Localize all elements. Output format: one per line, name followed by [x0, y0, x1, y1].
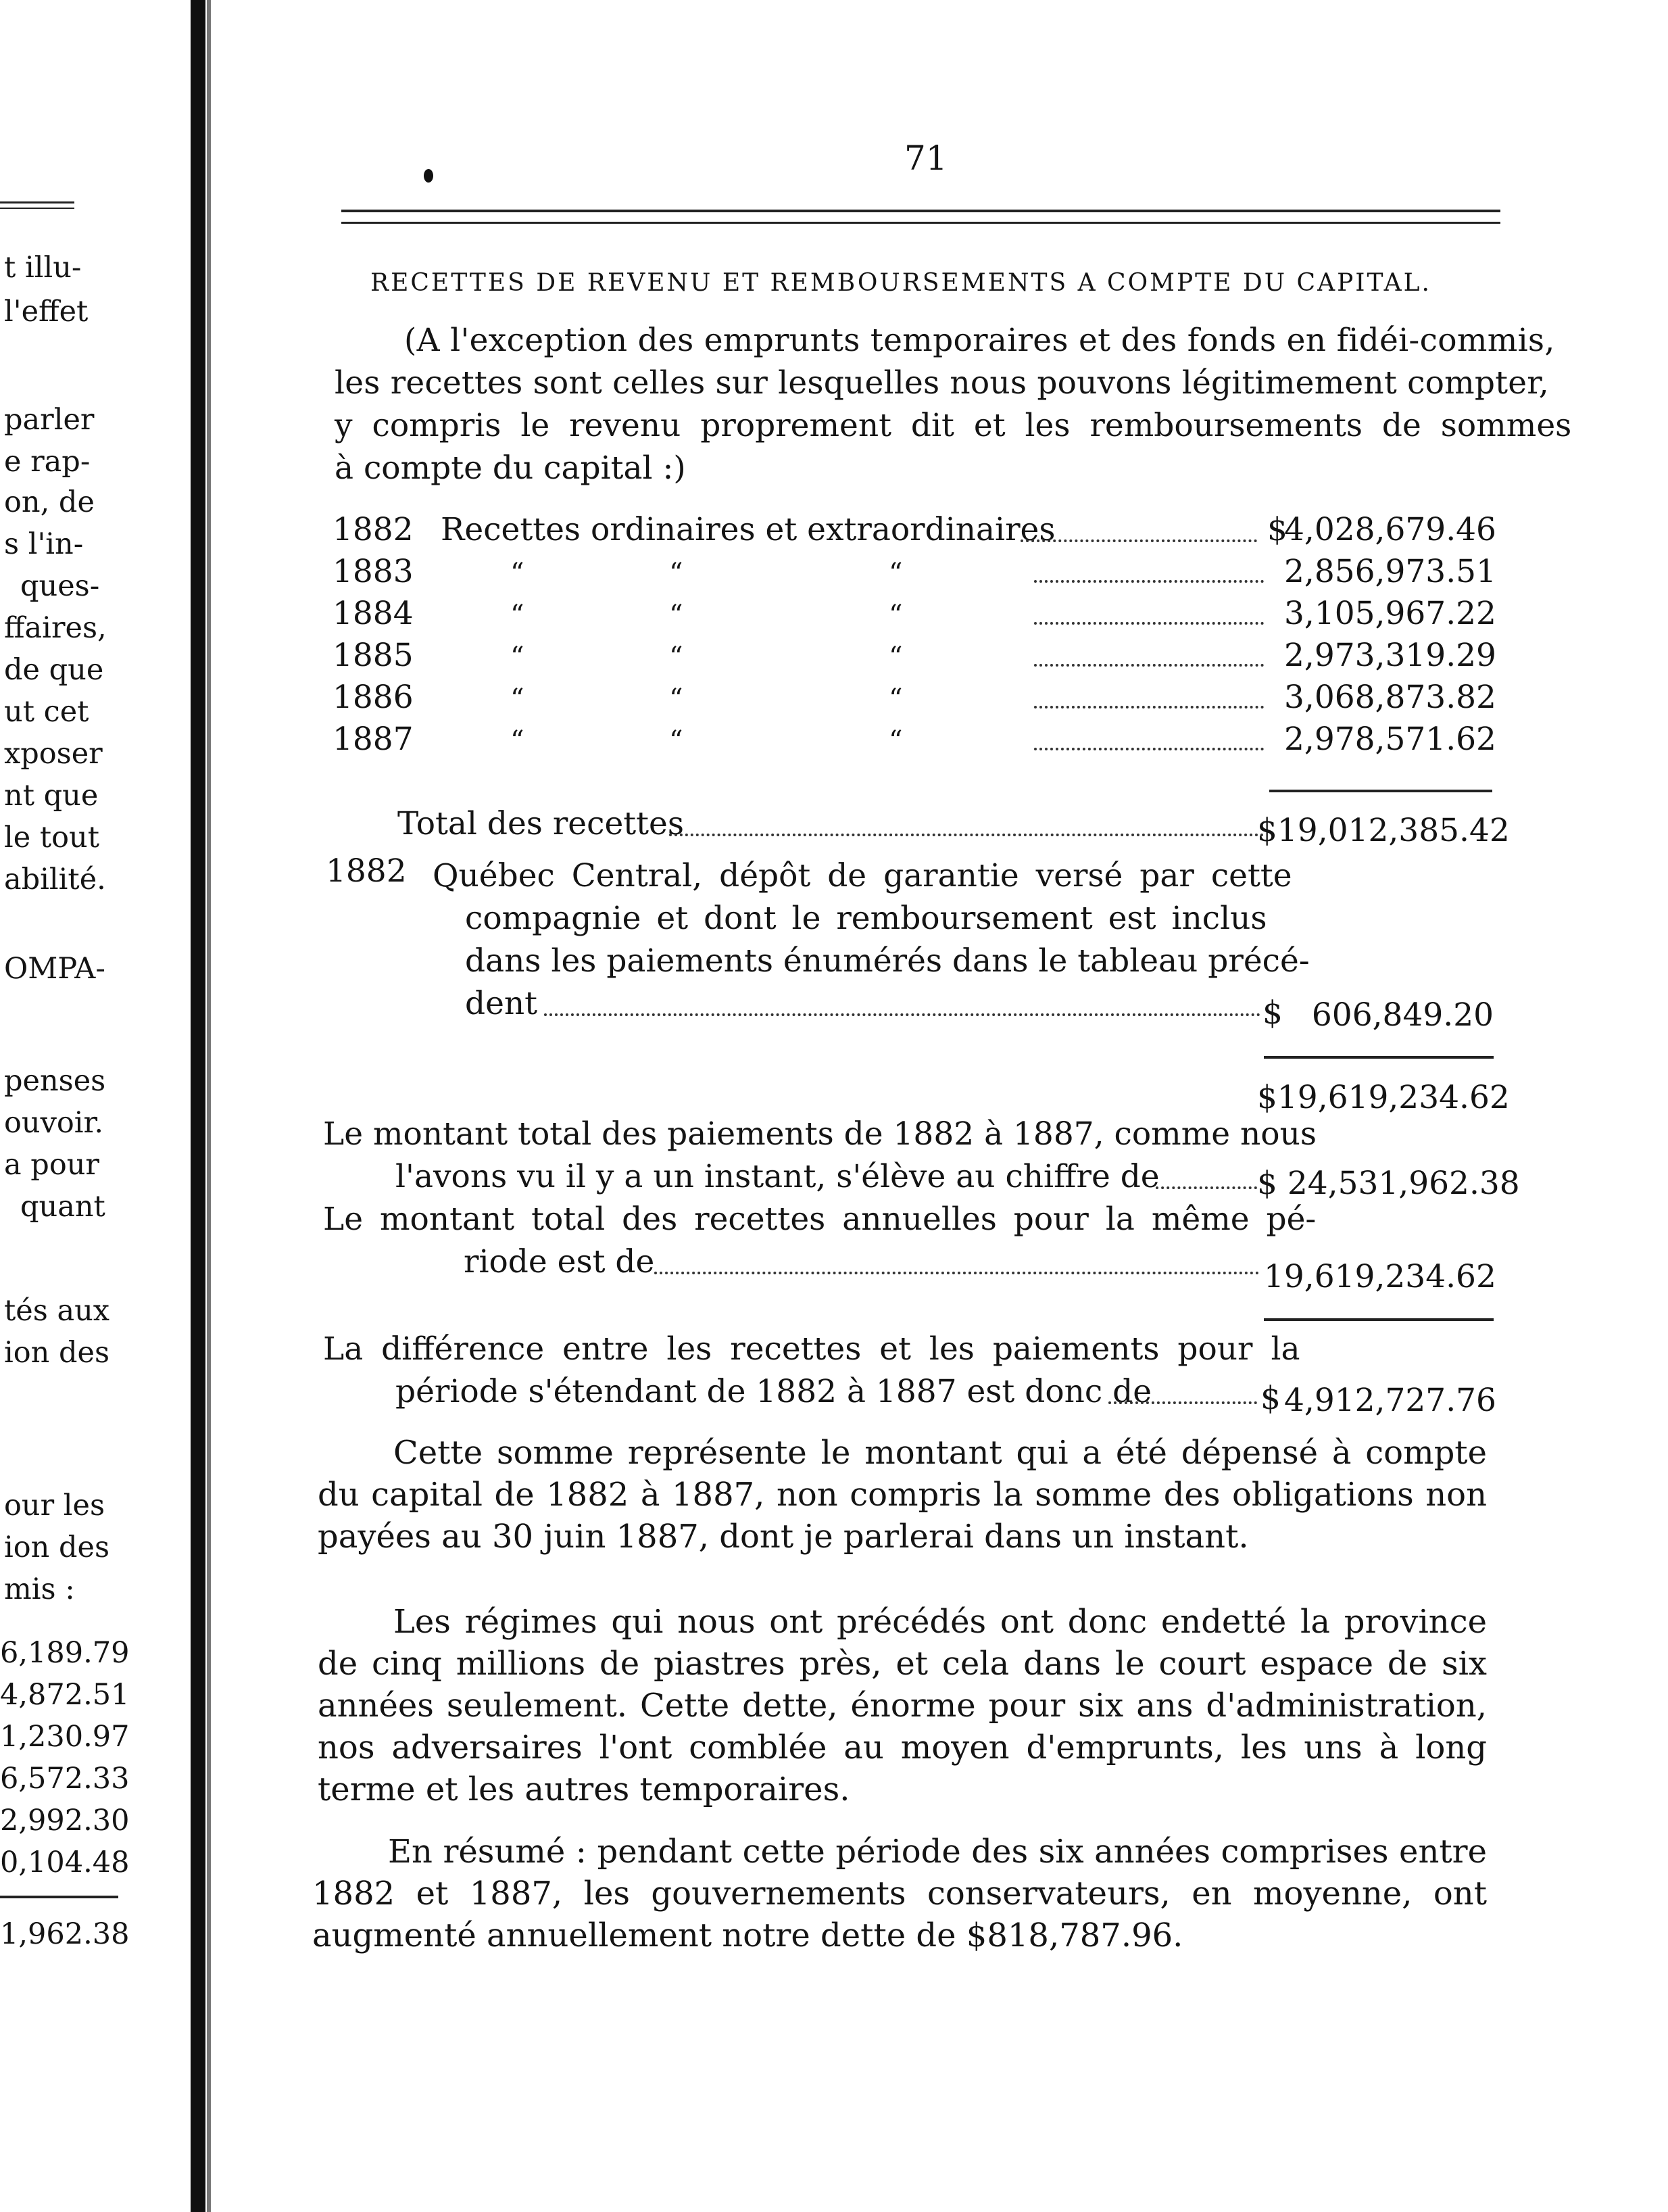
left-amount: 2,992.30 — [0, 1804, 130, 1837]
ditto-mark: “ — [669, 558, 683, 589]
ditto-mark: “ — [510, 683, 524, 715]
payments-line: Le montant total des paiements de 1882 à 1887, comme nous — [323, 1115, 1317, 1153]
intro-line: y compris le revenu proprement dit et les remboursements de sommes — [335, 407, 1572, 444]
receipt-year: 1887 — [333, 721, 414, 758]
leader-dots — [1034, 660, 1264, 667]
leader-dots — [669, 830, 1264, 836]
annual-line: Le montant total des recettes annuelles pour la même pé- — [323, 1201, 1317, 1238]
left-line: on, de — [4, 485, 95, 519]
left-line: le tout — [4, 821, 100, 855]
left-amount: 6,572.33 — [0, 1762, 130, 1796]
qc-line: dent — [465, 985, 538, 1022]
receipt-label: Recettes ordinaires et extraordinaires — [441, 511, 1056, 548]
paragraph: Les régimes qui nous ont précédés ont donc endetté la province de cinq millions de piastres près, et cela dans le court espace de six années seulement. Cette dette, énorme pour six ans d'administration, nos adversaires l'ont comblée au moyen d'emprunts, les uns à long terme et les autres temporaires. — [318, 1603, 1487, 1808]
left-line: our les — [4, 1489, 105, 1522]
left-amount: 4,872.51 — [0, 1678, 130, 1712]
ditto-mark: “ — [889, 558, 903, 589]
qc-amount: 606,849.20 — [1311, 996, 1494, 1034]
payments-line: l'avons vu il y a un instant, s'élève au chiffre de — [395, 1158, 1160, 1195]
paragraph: Cette somme représente le montant qui a été dépensé à compte du capital de 1882 à 1887, non compris la somme des obligations non payées au 30 juin 1887, dont je parlerai dans un instant. — [318, 1434, 1487, 1556]
left-line: xposer — [4, 737, 103, 771]
receipt-year: 1882 — [333, 511, 414, 548]
left-line: mis : — [4, 1572, 75, 1606]
ditto-mark: “ — [889, 642, 903, 673]
ink-dot — [424, 169, 433, 183]
left-line: ques- — [20, 569, 100, 603]
header-rule — [341, 210, 1500, 224]
leader-dots — [654, 1268, 1259, 1274]
annual-amount: 19,619,234.62 — [1264, 1258, 1496, 1295]
left-line: nt que — [4, 779, 99, 813]
receipt-dollar: $ — [1267, 511, 1287, 548]
receipt-year: 1885 — [333, 637, 414, 674]
leader-dots — [1034, 702, 1264, 708]
leader-dots — [1034, 744, 1264, 750]
left-total-rule — [0, 1896, 118, 1898]
intro-line: (A l'exception des emprunts temporaires et des fonds en fidéi-commis, — [404, 322, 1555, 359]
leader-dots — [1034, 618, 1264, 625]
left-line: ut cet — [4, 695, 89, 729]
left-line: OMPA- — [4, 952, 105, 986]
payments-amount: $ 24,531,962.38 — [1257, 1165, 1520, 1202]
ditto-mark: “ — [669, 725, 683, 756]
ditto-mark: “ — [510, 558, 524, 589]
receipt-amount: 2,978,571.62 — [1284, 721, 1496, 758]
leader-dots — [1034, 576, 1264, 583]
ditto-mark: “ — [889, 725, 903, 756]
left-line: ouvoir. — [4, 1106, 104, 1140]
section-title: RECETTES DE REVENU ET REMBOURSEMENTS A COMPTE DU CAPITAL. — [370, 269, 1431, 297]
sum-rule — [1264, 1056, 1494, 1059]
sum-rule — [1264, 1318, 1494, 1321]
left-line: t illu- — [4, 251, 82, 285]
qc-line: dans les paiements énumérés dans le tableau précé- — [465, 942, 1310, 980]
left-line: de que — [4, 653, 104, 687]
left-line: s l'in- — [4, 527, 84, 561]
intro-line: les recettes sont celles sur lesquelles nous pouvons légitimement compter, — [335, 364, 1549, 402]
qc-dollar: $ — [1262, 994, 1283, 1032]
leader-dots — [1108, 1397, 1257, 1404]
left-page-fragment — [0, 0, 196, 2212]
receipt-amount: 2,856,973.51 — [1284, 553, 1496, 590]
left-line: parler — [4, 403, 95, 437]
total-amount: $19,012,385.42 — [1257, 812, 1510, 849]
left-amount: 1,230.97 — [0, 1720, 130, 1754]
ditto-mark: “ — [669, 600, 683, 631]
qc-line: compagnie et dont le remboursement est inclus — [465, 900, 1267, 937]
sum-rule — [1269, 790, 1492, 792]
binding-edge — [207, 0, 211, 2212]
receipt-year: 1883 — [333, 553, 414, 590]
receipt-amount: 4,028,679.46 — [1284, 511, 1496, 548]
left-line: abilité. — [4, 863, 106, 896]
receipt-year: 1886 — [333, 679, 414, 716]
left-line: penses — [4, 1064, 106, 1098]
ditto-mark: “ — [889, 683, 903, 715]
left-amount: 6,189.79 — [0, 1636, 130, 1670]
left-line: tés aux — [4, 1294, 110, 1328]
leader-dots — [1156, 1182, 1257, 1189]
left-page-rule — [0, 201, 74, 209]
difference-amount: 4,912,727.76 — [1284, 1382, 1496, 1419]
left-line: e rap- — [4, 445, 91, 479]
ditto-mark: “ — [889, 600, 903, 631]
ditto-mark: “ — [669, 683, 683, 715]
left-line: ffaires, — [4, 611, 107, 645]
receipt-amount: 3,068,873.82 — [1284, 679, 1496, 716]
annual-line: riode est de — [464, 1243, 655, 1280]
left-line: ion des — [4, 1336, 110, 1370]
left-line: a pour — [4, 1148, 99, 1182]
binding-shadow — [191, 0, 205, 2212]
ditto-mark: “ — [669, 642, 683, 673]
difference-line: La différence entre les recettes et les paiements pour la — [323, 1330, 1300, 1368]
difference-line: période s'étendant de 1882 à 1887 est donc de — [395, 1373, 1152, 1410]
left-amount: 0,104.48 — [0, 1846, 130, 1879]
left-line: quant — [20, 1190, 105, 1224]
total-label: Total des recettes — [397, 805, 684, 842]
receipt-amount: 3,105,967.22 — [1284, 595, 1496, 632]
ditto-mark: “ — [510, 725, 524, 756]
receipt-amount: 2,973,319.29 — [1284, 637, 1496, 674]
paragraph: En résumé : pendant cette période des six années comprises entre 1882 et 1887, les gouvernements conservateurs, en moyenne, ont augmenté annuellement notre dette de $818,787.96. — [312, 1833, 1487, 1954]
grand-total: $19,619,234.62 — [1257, 1079, 1510, 1116]
ditto-mark: “ — [510, 642, 524, 673]
ditto-mark: “ — [510, 600, 524, 631]
leader-dots — [544, 1009, 1260, 1016]
left-line: ion des — [4, 1531, 110, 1564]
leader-dots — [1021, 535, 1257, 542]
left-line: l'effet — [4, 295, 89, 329]
page-number: 71 — [904, 139, 948, 178]
qc-year: 1882 — [326, 852, 407, 890]
receipt-year: 1884 — [333, 595, 414, 632]
difference-dollar: $ — [1260, 1380, 1281, 1417]
intro-line: à compte du capital :) — [335, 450, 686, 487]
left-amount: 1,962.38 — [0, 1917, 130, 1951]
qc-line: Québec Central, dépôt de garantie versé par cette — [433, 857, 1292, 894]
